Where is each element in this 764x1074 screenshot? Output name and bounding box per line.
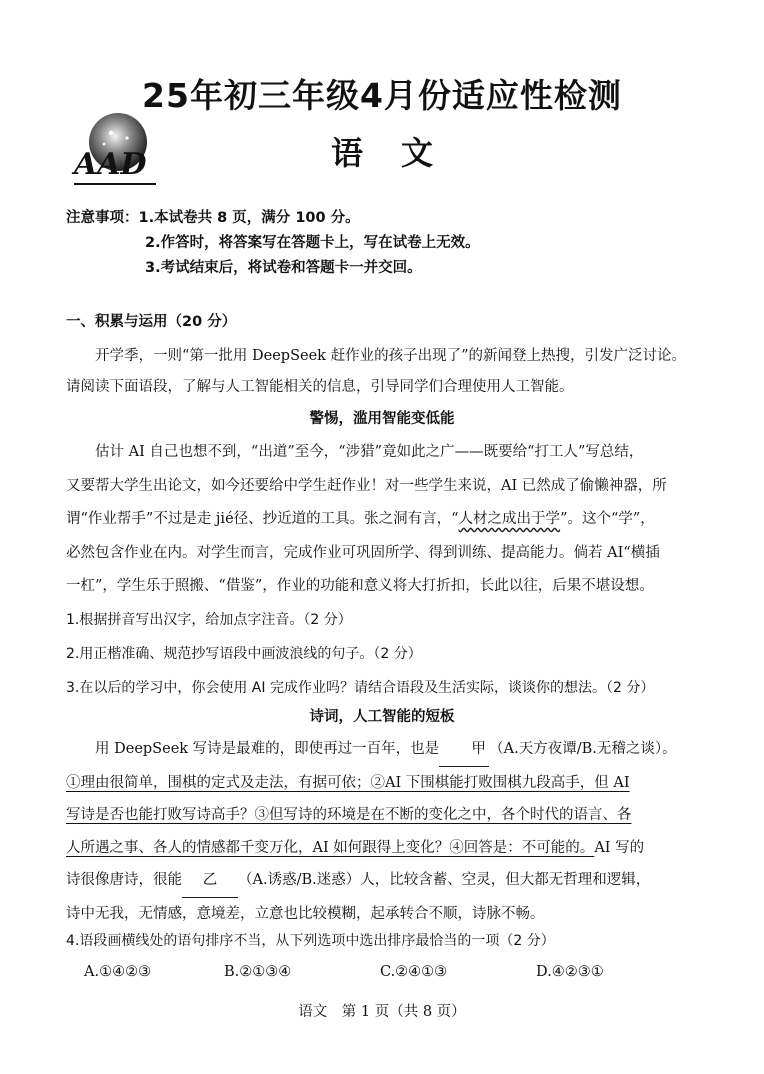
answer-blank: 甲 <box>439 733 489 767</box>
notice-label: 注意事项： <box>66 210 139 226</box>
question-3: 3.在以后的学习中，你会使用 AI 完成作业吗？请结合语段及生活实际，谈谈你的想法。（2 分） <box>66 680 655 696</box>
wavy-underlined-sentence: 人材之成出于学 <box>458 511 561 527</box>
question-4 <box>66 930 704 950</box>
question-4-stem: 4.语段画横线处的语句排序不当，从下列选项中选出排序最恰当的一项（2 分） <box>66 933 555 949</box>
notice-item: 2.作答时，将答案写在答题卡上，写在试卷上无效。 <box>145 235 480 251</box>
passage2-heading: 诗词，人工智能的短板 <box>309 709 455 725</box>
notice-item: 1.本试卷共 8 页，满分 100 分。 <box>138 210 360 226</box>
intro-line: 开学季，一则“第一批用 DeepSeek 赶作业的孩子出现了”的新闻登上热搜，引发广泛讨论。 <box>95 348 686 364</box>
underlined-line: 写诗是否也能打败写诗高手？③但写诗的环境是在不断的变化之中，各个时代的语言、各 <box>66 807 632 823</box>
passage1-text <box>66 436 704 604</box>
underlined-line: 人所遇之事、各人的情感都千变万化，AI 如何跟得上变化？④回答是：不可能的。 <box>66 839 595 856</box>
section-intro <box>66 341 704 403</box>
logo-text: AAD <box>74 147 147 182</box>
passage-line: 人所遇之事、各人的情感都千变万化，AI 如何跟得上变化？④回答是：不可能的。AI 写的 <box>66 839 645 856</box>
question-1: 1.根据拼音写出汉字，给加点字注音。（2 分） <box>66 612 352 628</box>
underlined-line: ①理由很简单，围棋的定式及走法，有据可依；②AI 下围棋能打败围棋九段高手，但 AI <box>66 774 630 791</box>
passage-line: 用 DeepSeek 写诗是最难的，即使再过一百年，也是 甲 （A.天方夜谭/B.无稽之谈）。 <box>66 733 704 767</box>
passage-line: 诗很像唐诗，很能 乙 （A.诱惑/B.迷惑）人，比较含蓄、空灵，但大都无哲理和逻辑， <box>66 864 704 898</box>
option-a: A.①④②③ <box>84 964 152 980</box>
passage2-text <box>66 733 704 930</box>
passage-line: 必然包含作业在内。对学生而言，完成作业可巩固所学、得到训练、提高能力。倘若 AI“横插 <box>66 544 660 561</box>
passage-line: 诗中无我，无情感，意境差，立意也比较模糊，起承转合不顺，诗脉不畅。 <box>66 905 545 922</box>
section-heading: 一、积累与运用（20 分） <box>66 314 237 330</box>
option-c: C.②④①③ <box>380 964 448 980</box>
option-d: D.④②③① <box>536 964 604 980</box>
page-footer: 语文 第 1 页（共 8 页） <box>298 1004 466 1020</box>
passage1-heading: 警惕，滥用智能变低能 <box>309 411 455 427</box>
notice-block <box>66 206 480 281</box>
passage-line: 谓“作业帮手”不过是走 jié径、抄近道的工具。张之洞有言，“人材之成出于学”。这个“学”， <box>66 511 655 527</box>
notice-item: 3.考试结束后，将试卷和答题卡一并交回。 <box>145 260 422 276</box>
intro-line: 请阅读下面语段，了解与人工智能相关的信息，引导同学们合理使用人工智能。 <box>66 379 574 395</box>
passage-line: 估计 AI 自己也想不到，“出道”至今，“涉猎”竟如此之广——既要给“打工人”写总结， <box>95 444 644 460</box>
passage-line: 又要帮大学生出论文，如今还要给中学生赶作业！对一些学生来说，AI 已然成了偷懒神器，所 <box>66 477 667 494</box>
questions-1-3 <box>66 603 704 705</box>
exam-title: 25年初三年级4月份适应性检测 <box>142 76 622 115</box>
answer-blank: 乙 <box>182 864 238 898</box>
passage-line: 一杠”，学生乐于照搬、“借鉴”，作业的功能和意义将大打折扣，长此以往，后果不堪设想。 <box>66 578 654 594</box>
option-b: B.②①③④ <box>224 964 292 980</box>
subject-title: 语文 <box>330 134 471 172</box>
question-2: 2.用正楷准确、规范抄写语段中画波浪线的句子。（2 分） <box>66 646 422 662</box>
